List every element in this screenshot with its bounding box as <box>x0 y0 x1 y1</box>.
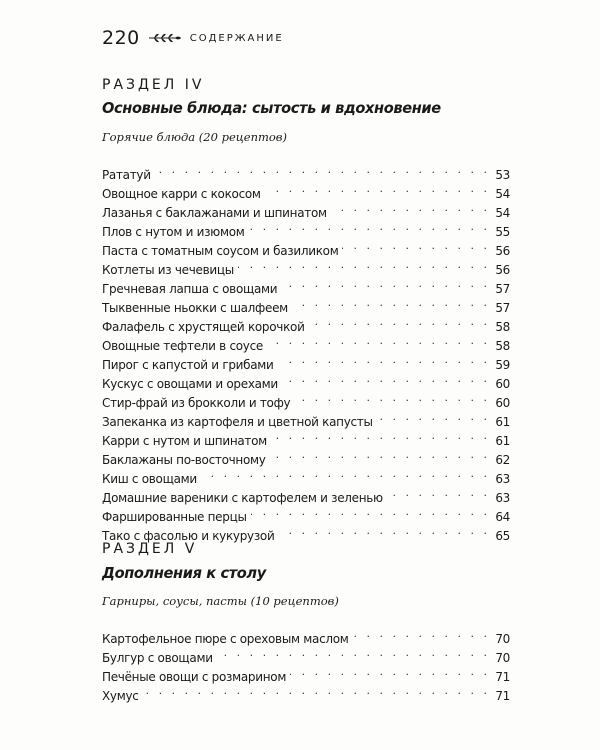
toc-entry-page: 70 <box>495 651 510 665</box>
toc-entry-title: Пирог с капустой и грибами <box>102 358 274 372</box>
toc-entry-page: 63 <box>495 472 510 486</box>
dot-leader <box>143 681 490 700</box>
section-title: Дополнения к столу <box>102 564 266 582</box>
toc-entry-title: Рататуй <box>102 168 151 182</box>
toc-entry-page: 54 <box>495 206 510 220</box>
toc-entry-page: 60 <box>495 396 510 410</box>
section-title: Основные блюда: сытость и вдохновение <box>102 99 441 117</box>
toc-entry-page: 54 <box>495 187 510 201</box>
toc-entry-title: Картофельное пюре с ореховым маслом <box>102 632 349 646</box>
toc-entry-page: 70 <box>495 632 510 646</box>
dot-leader <box>331 198 490 217</box>
dot-leader <box>267 331 490 350</box>
dot-leader <box>251 502 490 521</box>
toc-entry-page: 53 <box>495 168 510 182</box>
dot-leader <box>265 179 490 198</box>
sprig-icon <box>148 29 182 48</box>
dot-leader <box>342 236 490 255</box>
toc-list <box>102 160 510 543</box>
toc-entry-title: Фаршированные перцы <box>102 510 247 524</box>
toc-entry-page: 65 <box>495 529 510 543</box>
dot-leader <box>294 388 490 407</box>
toc-entry-title: Киш с овощами <box>102 472 197 486</box>
dot-leader <box>217 643 490 662</box>
toc-entry-title: Лазанья с баклажанами и шпинатом <box>102 206 327 220</box>
dot-leader <box>282 369 490 388</box>
toc-entry-page: 56 <box>495 244 510 258</box>
toc-entry-page: 71 <box>495 689 510 703</box>
dot-leader <box>271 426 490 445</box>
toc-entry-title: Плов с нутом и изюмом <box>102 225 245 239</box>
toc-entry-title: Котлеты из чечевицы <box>102 263 234 277</box>
toc-entry[interactable] <box>102 624 510 646</box>
toc-entry-page: 55 <box>495 225 510 239</box>
toc-entry-page: 62 <box>495 453 510 467</box>
dot-leader <box>353 624 490 643</box>
dot-leader <box>309 312 490 331</box>
section-label: РАЗДЕЛ IV <box>102 77 205 93</box>
toc-list <box>102 624 510 703</box>
toc-entry-title: Тыквенные ньокки с шалфеем <box>102 301 288 315</box>
dot-leader <box>278 350 490 369</box>
dot-leader <box>155 160 490 179</box>
dot-leader <box>201 464 490 483</box>
toc-entry-title: Домашние вареники с картофелем и зеленью <box>102 491 383 505</box>
dot-leader <box>238 255 490 274</box>
toc-entry-page: 63 <box>495 491 510 505</box>
toc-entry-title: Карри с нутом и шпинатом <box>102 434 267 448</box>
toc-entry-title: Баклажаны по-восточному <box>102 453 266 467</box>
toc-entry-title: Запеканка из картофеля и цветной капусты <box>102 415 373 429</box>
toc-entry-page: 61 <box>495 415 510 429</box>
toc-entry[interactable] <box>102 160 510 182</box>
toc-entry[interactable] <box>102 681 510 703</box>
toc-entry-page: 71 <box>495 670 510 684</box>
dot-leader <box>270 445 490 464</box>
page-number: 220 <box>102 27 140 49</box>
toc-entry-page: 64 <box>495 510 510 524</box>
toc-entry-page: 60 <box>495 377 510 391</box>
section-label: РАЗДЕЛ V <box>102 541 198 557</box>
toc-entry-page: 58 <box>495 339 510 353</box>
toc-entry-title: Булгур с овощами <box>102 651 213 665</box>
toc-entry-page: 58 <box>495 320 510 334</box>
toc-entry-page: 57 <box>495 282 510 296</box>
page-header <box>102 27 284 49</box>
toc-entry-title: Хумус <box>102 689 139 703</box>
dot-leader <box>387 483 490 502</box>
toc-entry-page: 61 <box>495 434 510 448</box>
dot-leader <box>249 217 490 236</box>
toc-entry[interactable] <box>102 179 510 201</box>
toc-entry-title: Кускус с овощами и орехами <box>102 377 278 391</box>
toc-entry-title: Гречневая лапша с овощами <box>102 282 278 296</box>
toc-entry-title: Тако с фасолью и кукурузой <box>102 529 275 543</box>
toc-entry-title: Печёные овощи с розмарином <box>102 670 287 684</box>
dot-leader <box>377 407 490 426</box>
toc-entry-title: Овощное карри с кокосом <box>102 187 261 201</box>
toc-entry-title: Паста с томатным соусом и базиликом <box>102 244 339 258</box>
toc-entry-page: 56 <box>495 263 510 277</box>
toc-entry-page: 59 <box>495 358 510 372</box>
toc-entry-title: Стир-фрай из брокколи и тофу <box>102 396 291 410</box>
dot-leader <box>292 293 490 312</box>
dot-leader <box>278 521 490 540</box>
section-subtitle: Горячие блюда (20 рецептов) <box>102 130 287 144</box>
section-subtitle: Гарниры, соусы, пасты (10 рецептов) <box>102 594 339 608</box>
running-title: СОДЕРЖАНИЕ <box>189 32 284 44</box>
dot-leader <box>290 662 490 681</box>
dot-leader <box>281 274 490 293</box>
toc-entry-title: Фалафель с хрустящей корочкой <box>102 320 305 334</box>
toc-entry-page: 57 <box>495 301 510 315</box>
toc-entry-title: Овощные тефтели в соусе <box>102 339 263 353</box>
